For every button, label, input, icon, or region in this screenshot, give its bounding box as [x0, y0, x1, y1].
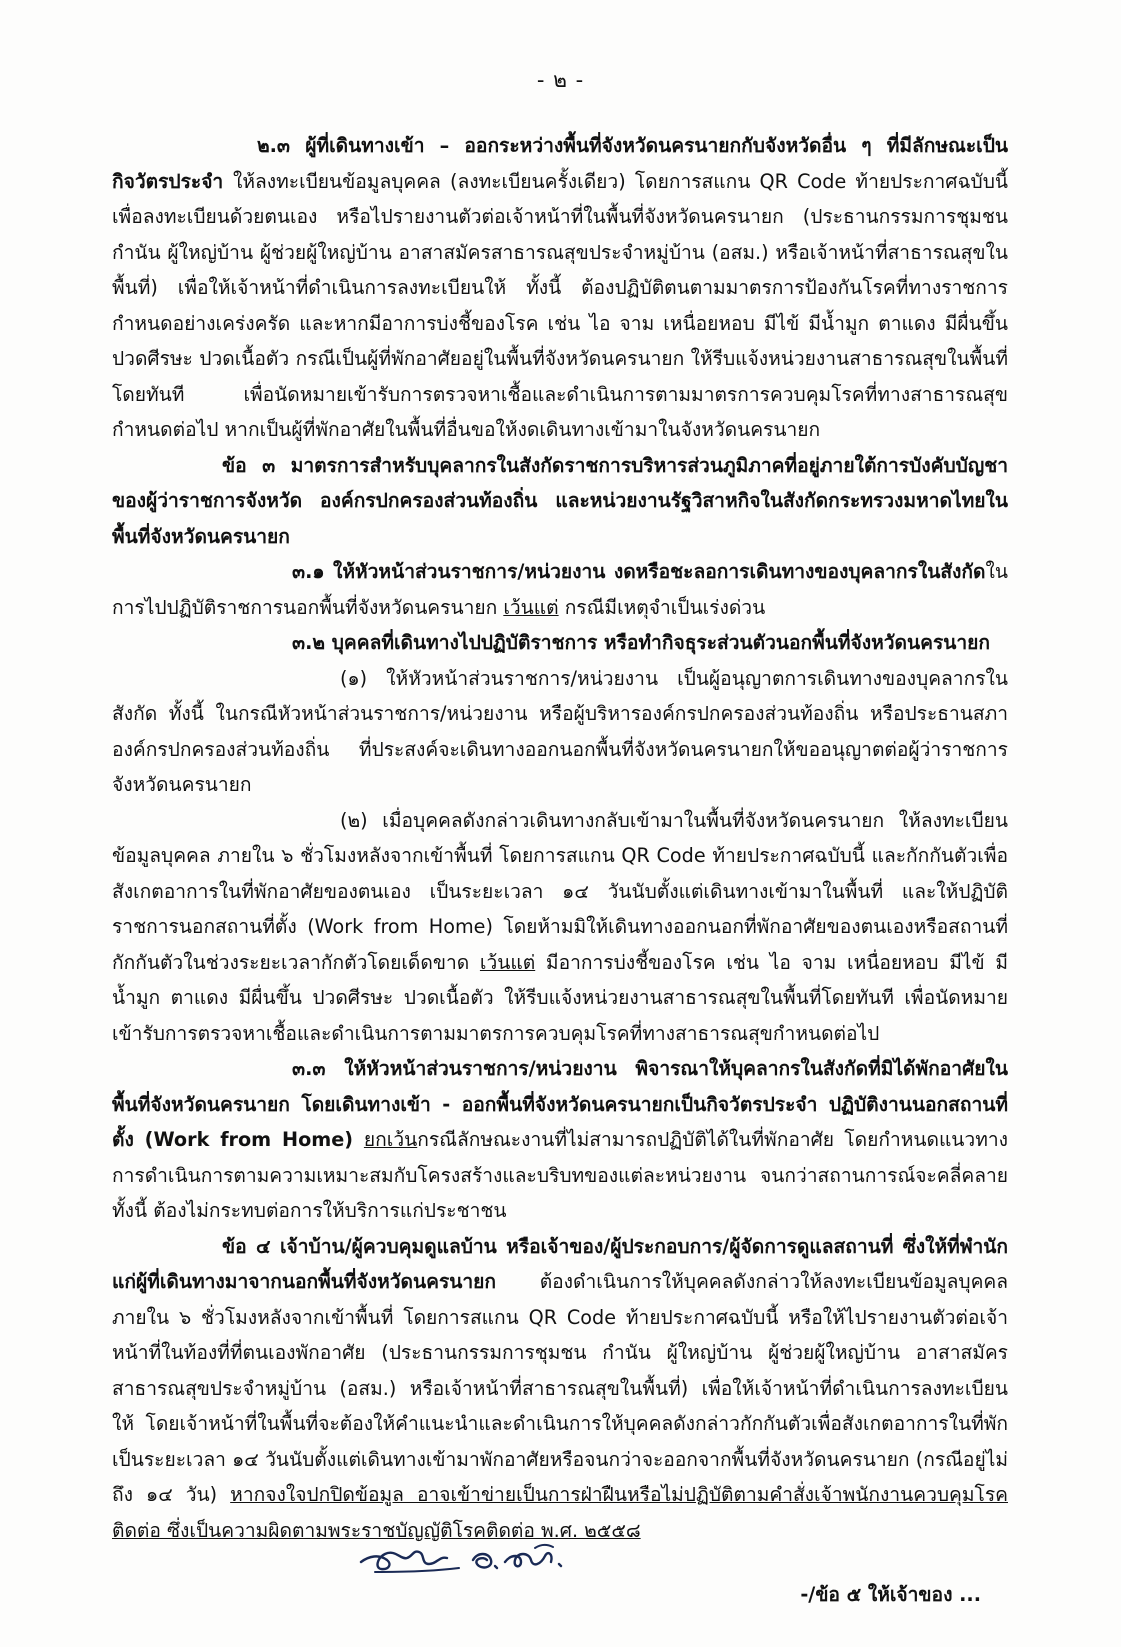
bold-text: ข้อ ๔ เจ้าบ้าน/ผู้ควบคุมดูแลบ้าน หรือเจ้าของ/ผู้ประกอบการ/ผู้จัดการดูแลสถานที่ ซึ่งให้ที่พำนักแก่ผู้ที่เดินทางมาจากนอกพื้นที่จังหวัดนครนายก: [112, 1234, 1008, 1293]
body-text-span: ให้ลงทะเบียนข้อมูลบุคคล (ลงทะเบียนครั้งเดียว) โดยการสแกน QR Code ท้ายประกาศฉบับนี้เพื่อลงทะเบียนด้วยตนเอง หรือไปรายงานตัวต่อเจ้าหน้าที่ในพื้นที่จังหวัดนครนายก (ประธานกรรมการชุมชน กำนัน ผู้ใหญ่บ้าน ผู้ช่วยผู้ใหญ่บ้าน อาสาสมัครสาธารณสุขประจำหมู่บ้าน (อสม.) หรือเจ้าหน้าที่สาธารณสุขในพื้นที่) เพื่อให้เจ้าหน้าที่ดำเนินการลงทะเบียนให้ ทั้งนี้ ต้องปฏิบัติตนตามมาตรการป้องกันโรคที่ทางราชการกำหนดอย่างเคร่งครัด และหากมีอาการบ่งชี้ของโรค เช่น ไอ จาม เหนื่อยหอบ มีไข้ มีน้ำมูก ตาแดง มีผื่นขึ้น ปวดศีรษะ ปวดเนื้อตัว กรณีเป็นผู้ที่พักอาศัยอยู่ในพื้นที่จังหวัดนครนายก ให้รีบแจ้งหน่วยงานสาธารณสุขในพื้นที่โดยทันที เพื่อนัดหมายเข้ารับการตรวจหาเชื้อและดำเนินการตามมาตรการควบคุมโรคที่ทางสาธารณสุขกำหนดต่อไป หากเป็นผู้ที่พักอาศัยในพื้นที่อื่นขอให้งดเดินทางเข้ามาในจังหวัดนครนายก: [112, 169, 1009, 441]
underlined-text: เว้นแต่: [479, 950, 536, 974]
paragraph-7: [112, 1051, 1008, 1229]
underlined-text: ยกเว้น: [363, 1128, 418, 1151]
bold-text: ๓.๓ ให้หัวหน้าส่วนราชการ/หน่วยงาน พิจารณาให้บุคลากรในสังกัดที่มิได้พักอาศัยในพื้นที่จังหวัดนครนายก โดยเดินทางเข้า - ออกพื้นที่จังหวัดนครนายกเป็นกิจวัตรประจำ ปฏิบัติงานนอกสถานที่ตั้ง (Work from Home): [112, 1057, 1008, 1151]
document-body: [112, 128, 1008, 1548]
paragraph-2: [112, 448, 1008, 555]
body-text-span: มีอาการบ่งชี้ของโรค เช่น ไอ จาม เหนื่อยหอบ มีไข้ มีน้ำมูก ตาแดง มีผื่นขึ้น ปวดศีรษะ ปวดเนื้อตัว ให้รีบแจ้งหน่วยงานสาธารณสุขในพื้นที่โดยทันที เพื่อนัดหมายเข้ารับการตรวจหาเชื้อและดำเนินการตามมาตรการควบคุมโรคที่ทางสาธารณสุขกำหนดต่อไป: [112, 950, 1008, 1045]
bold-text: ๒.๓ ผู้ที่เดินทางเข้า – ออกระหว่างพื้นที่จังหวัดนครนายกกับจังหวัดอื่น ๆ ที่มีลักษณะเป็นกิจวัตรประจำ: [112, 134, 1008, 193]
body-text-span: กรณีมีเหตุจำเป็นเร่งด่วน: [558, 595, 766, 619]
handwritten-signature: [355, 1538, 605, 1578]
bold-text: ข้อ ๓ มาตรการสำหรับบุคลากรในสังกัดราชการบริหารส่วนภูมิภาคที่อยู่ภายใต้การบังคับบัญชาของผู้ว่าราชการจังหวัด องค์กรปกครองส่วนท้องถิ่น และหน่วยงานรัฐวิสาหกิจในสังกัดกระทรวงมหาดไทยในพื้นที่จังหวัดนครนายก: [112, 453, 1008, 548]
paragraph-8: [112, 1229, 1008, 1549]
paragraph-4: [112, 625, 1008, 661]
body-text-span: ในการไปปฏิบัติราชการนอกพื้นที่จังหวัดนครนายก: [112, 560, 1008, 619]
paragraph-1: [112, 128, 1008, 448]
bold-text: ๓.๒ บุคคลที่เดินทางไปปฏิบัติราชการ หรือทำกิจธุระส่วนตัวนอกพื้นที่จังหวัดนครนายก: [292, 631, 991, 654]
paragraph-3: [112, 554, 1008, 625]
body-text-span: ต้องดำเนินการให้บุคคลดังกล่าวให้ลงทะเบียนข้อมูลบุคคล ภายใน ๖ ชั่วโมงหลังจากเข้าพื้นที่ โดยการสแกน QR Code ท้ายประกาศฉบับนี้ หรือให้ไปรายงานตัวต่อเจ้าหน้าที่ในท้องที่ที่ตนเองพักอาศัย (ประธานกรรมการชุมชน กำนัน ผู้ใหญ่บ้าน ผู้ช่วยผู้ใหญ่บ้าน อาสาสมัครสาธารณสุขประจำหมู่บ้าน (อสม.) หรือเจ้าหน้าที่สาธารณสุขในพื้นที่) เพื่อให้เจ้าหน้าที่ดำเนินการลงทะเบียนให้ โดยเจ้าหน้าที่ในพื้นที่จะต้องให้คำแนะนำและดำเนินการให้บุคคลดังกล่าวกักกันตัวเพื่อสังเกตอาการในที่พัก เป็นระยะเวลา ๑๔ วันนับตั้งแต่เดินทางเข้ามาพักอาศัยหรือจนกว่าจะออกจากพื้นที่จังหวัดนครนายก (กรณีอยู่ไม่ถึง ๑๔ วัน): [112, 1270, 1008, 1506]
paragraph-6: [112, 803, 1008, 1052]
page-number: - ๒ -: [536, 68, 585, 92]
underlined-text: เว้นแต่: [503, 595, 559, 619]
body-text-span: (๒) เมื่อบุคคลดังกล่าวเดินทางกลับเข้ามาในพื้นที่จังหวัดนครนายก ให้ลงทะเบียนข้อมูลบุคคล ภายใน ๖ ชั่วโมงหลังจากเข้าพื้นที่ โดยการสแกน QR Code ท้ายประกาศฉบับนี้ และกักกันตัวเพื่อสังเกตอาการในที่พักอาศัยของตนเอง เป็นระยะเวลา ๑๔ วันนับตั้งแต่เดินทางเข้ามาในพื้นที่ และให้ปฏิบัติราชการนอกสถานที่ตั้ง (Work from Home) โดยห้ามมิให้เดินทางออกนอกที่พักอาศัยของตนเองหรือสถานที่กักกันตัวในช่วงระยะเวลากักตัวโดยเด็ดขาด: [112, 808, 1008, 974]
paragraph-5: [112, 661, 1008, 803]
bold-text: ๓.๑ ให้หัวหน้าส่วนราชการ/หน่วยงาน งดหรือชะลอการเดินทางของบุคลากรในสังกัด: [292, 560, 986, 583]
underlined-text: หากจงใจปกปิดข้อมูล อาจเข้าข่ายเป็นการฝ่าฝืนหรือไม่ปฏิบัติตามคำสั่งเจ้าพนักงานควบคุมโรคติดต่อ ซึ่งเป็นความผิดตามพระราชบัญญัติโรคติดต่อ พ.ศ. ๒๕๕๘: [112, 1483, 1008, 1542]
body-text-span: กรณีลักษณะงานที่ไม่สามารถปฏิบัติได้ในที่พักอาศัย โดยกำหนดแนวทางการดำเนินการตามความเหมาะสมกับโครงสร้างและบริบทของแต่ละหน่วยงาน จนกว่าสถานการณ์จะคลี่คลาย ทั้งนี้ ต้องไม่กระทบต่อการให้บริการแก่ประชาชน: [112, 1128, 1008, 1222]
body-text-span: (๑) ให้หัวหน้าส่วนราชการ/หน่วยงาน เป็นผู้อนุญาตการเดินทางของบุคลากรในสังกัด ทั้งนี้ ในกรณีหัวหน้าส่วนราชการ/หน่วยงาน หรือผู้บริหารองค์กรปกครองส่วนท้องถิ่น หรือประธานสภาองค์กรปกครองส่วนท้องถิ่น ที่ประสงค์จะเดินทางออกนอกพื้นที่จังหวัดนครนายกให้ขออนุญาตต่อผู้ว่าราชการจังหวัดนครนายก: [112, 666, 1008, 796]
continuation-note: -/ข้อ ๕ ให้เจ้าของ ...: [800, 1583, 981, 1606]
